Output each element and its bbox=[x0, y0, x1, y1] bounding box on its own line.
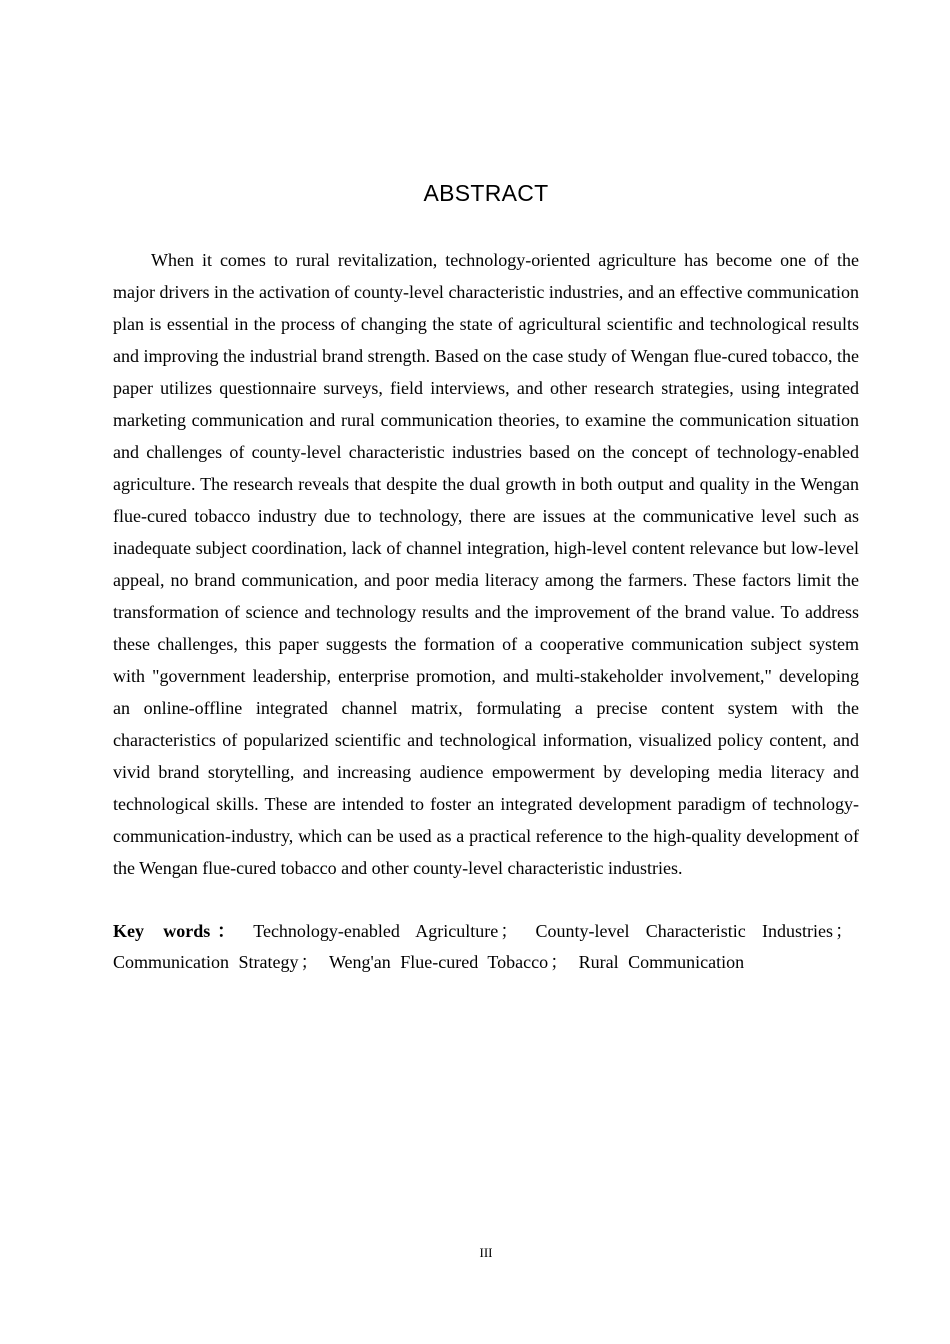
keyword-item: Technology-enabled Agriculture bbox=[253, 921, 499, 941]
keywords-line bbox=[113, 916, 859, 978]
keyword-item: County-level Characteristic Industries bbox=[535, 921, 834, 941]
keyword-item: Communication Strategy bbox=[113, 952, 299, 972]
keyword-separator: ； bbox=[500, 921, 519, 941]
keyword-item: Weng'an Flue-cured Tobacco bbox=[328, 952, 549, 972]
keywords-label: Key words： bbox=[113, 921, 242, 941]
page-number: III bbox=[479, 1245, 493, 1260]
keyword-separator: ； bbox=[550, 952, 569, 972]
abstract-title: ABSTRACT bbox=[423, 180, 549, 206]
keyword-item: Rural Communication bbox=[578, 952, 745, 972]
abstract-body: When it comes to rural revitalization, technology-oriented agriculture has become one of the major drivers in the activation of county-level characteristic industries, and an effective communication plan is essential in the process of changing the state of agricultural scientific and technological results and improving the industrial brand strength. Based on the case study of Wengan flue-cured tobacco, the paper utilizes questionnaire surveys, field interviews, and other research strategies, using integrated marketing communication and rural communication theories, to examine the communication situation and challenges of county-level characteristic industries based on the concept of technology-enabled agriculture. The research reveals that despite the dual growth in both output and quality in the Wengan flue-cured tobacco industry due to technology, there are issues at the communicative level such as inadequate subject coordination, lack of channel integration, high-level content relevance but low-level appeal, no brand communication, and poor media literacy among the farmers. These factors limit the transformation of science and technology results and the improvement of the brand value. To address these challenges, this paper suggests the formation of a cooperative communication subject system with "government leadership, enterprise promotion, and multi-stakeholder involvement," developing an online-offline integrated channel matrix, formulating a precise content system with the characteristics of popularized scientific and technological information, visualized policy content, and vivid brand storytelling, and increasing audience empowerment by developing media literacy and technological skills. These are intended to foster an integrated development paradigm of technology-communication-industry, which can be used as a practical reference to the high-quality development of the Wengan flue-cured tobacco and other county-level characteristic industries. bbox=[113, 250, 859, 878]
keyword-separator: ； bbox=[835, 921, 854, 941]
keyword-separator: ； bbox=[300, 952, 319, 972]
